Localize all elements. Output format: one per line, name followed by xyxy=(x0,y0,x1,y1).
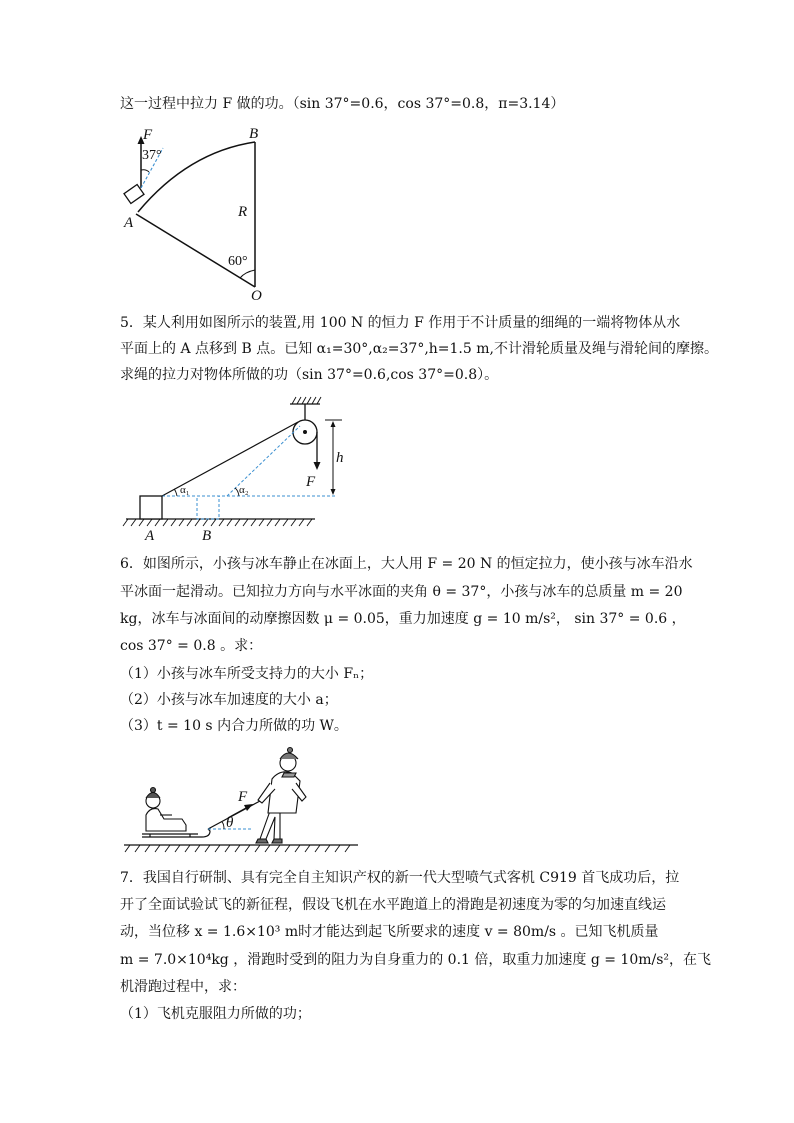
label-alpha1: α₁ xyxy=(180,484,190,496)
label-B: B xyxy=(249,126,259,142)
label-F: F xyxy=(238,789,248,805)
radius-oa xyxy=(136,214,255,287)
q6-text-line: 6．如图所示，小孩与冰车静止在冰面上，大人用 F = 20 N 的恒定拉力，使小孩与冰车沿水 xyxy=(120,556,693,572)
force-arrowhead xyxy=(314,462,321,470)
q4-text-line: 这一过程中拉力 F 做的功。（sin 37°=0.6，cos 37°=0.8，π=3.14） xyxy=(120,96,565,112)
h-arrow-top xyxy=(331,421,336,427)
q6-subquestion: （3）t = 10 s 内合力所做的功 W。 xyxy=(120,718,348,734)
q6-text-line: 平冰面一起滑动。已知拉力方向与水平冰面的夹角 θ = 37°，小孩与冰车的总质量 m = 20 xyxy=(120,584,683,600)
block-a xyxy=(140,496,162,519)
q7-text-line: 机滑跑过程中，求： xyxy=(120,979,246,995)
block-b-dashed xyxy=(197,496,219,519)
theta-arc xyxy=(222,822,224,829)
label-B: B xyxy=(202,528,212,542)
q5-text-line: 求绳的拉力对物体所做的功（sin 37°=0.6,cos 37°=0.8）。 xyxy=(120,367,499,383)
force-arrowhead xyxy=(244,804,253,811)
q6-subquestion: （1）小孩与冰车所受支持力的大小 Fₙ； xyxy=(120,666,374,682)
label-A: A xyxy=(124,215,134,231)
label-R: R xyxy=(238,204,248,220)
angle37-arc xyxy=(141,170,149,172)
label-O: O xyxy=(251,288,262,302)
angle60-arc xyxy=(240,270,255,278)
ground-hatch xyxy=(123,519,312,526)
label-h: h xyxy=(336,450,344,466)
q6-subquestion: （2）小孩与冰车加速度的大小 a； xyxy=(120,692,338,708)
q7-text-line: m = 7.0×10⁴kg ，滑跑时受到的阻力为自身重力的 0.1 倍，取重力加速度 g = 10m/s²，在飞 xyxy=(120,952,712,968)
label-A: A xyxy=(145,528,155,542)
label-60: 60° xyxy=(228,254,248,269)
q7-subquestion: （1）飞机克服阻力所做的功； xyxy=(120,1006,311,1022)
q7-text-line: 开了全面试验试飞的新征程，假设飞机在水平跑道上的滑跑是初速度为零的匀加速直线运 xyxy=(120,897,666,913)
alpha1-arc xyxy=(174,489,177,496)
q6-text-line: cos 37° = 0.8 。求： xyxy=(120,638,263,654)
label-F: F xyxy=(143,127,153,143)
q7-text-line: 动，当位移 x = 1.6×10³ m时才能达到起飞所要求的速度 v = 80m/s 。已知飞机质量 xyxy=(120,924,659,940)
label-37: 37° xyxy=(142,148,162,163)
child-figure xyxy=(146,788,186,832)
sled-figure xyxy=(120,745,370,860)
adult-figure xyxy=(256,748,306,844)
label-alpha2: α₂ xyxy=(239,484,249,496)
q7-text-line: 7．我国自行研制、具有完全自主知识产权的新一代大型喷气式客机 C919 首飞成功后，拉 xyxy=(120,870,680,886)
pulley-figure xyxy=(120,392,350,542)
ceiling-hatch xyxy=(292,397,321,404)
rope-dashed-b xyxy=(227,426,300,496)
q5-text-line: 5．某人利用如图所示的装置,用 100 N 的恒力 F 作用于不计质量的细绳的一端将物体从水 xyxy=(120,315,681,331)
label-F: F xyxy=(306,474,316,490)
q5-text-line: 平面上的 A 点移到 B 点。已知 α₁=30°,α₂=37°,h=1.5 m,不计滑轮质量及绳与滑轮间的摩擦。 xyxy=(120,341,718,357)
pulley-axle xyxy=(303,430,307,434)
ground-hatch xyxy=(125,845,350,852)
label-theta: θ xyxy=(226,815,234,831)
h-arrow-bottom xyxy=(331,489,336,495)
sector-figure xyxy=(118,122,278,302)
q6-text-line: kg，冰车与冰面间的动摩擦因数 μ = 0.05，重力加速度 g = 10 m/s²， sin 37° = 0.6 ， xyxy=(120,611,686,627)
